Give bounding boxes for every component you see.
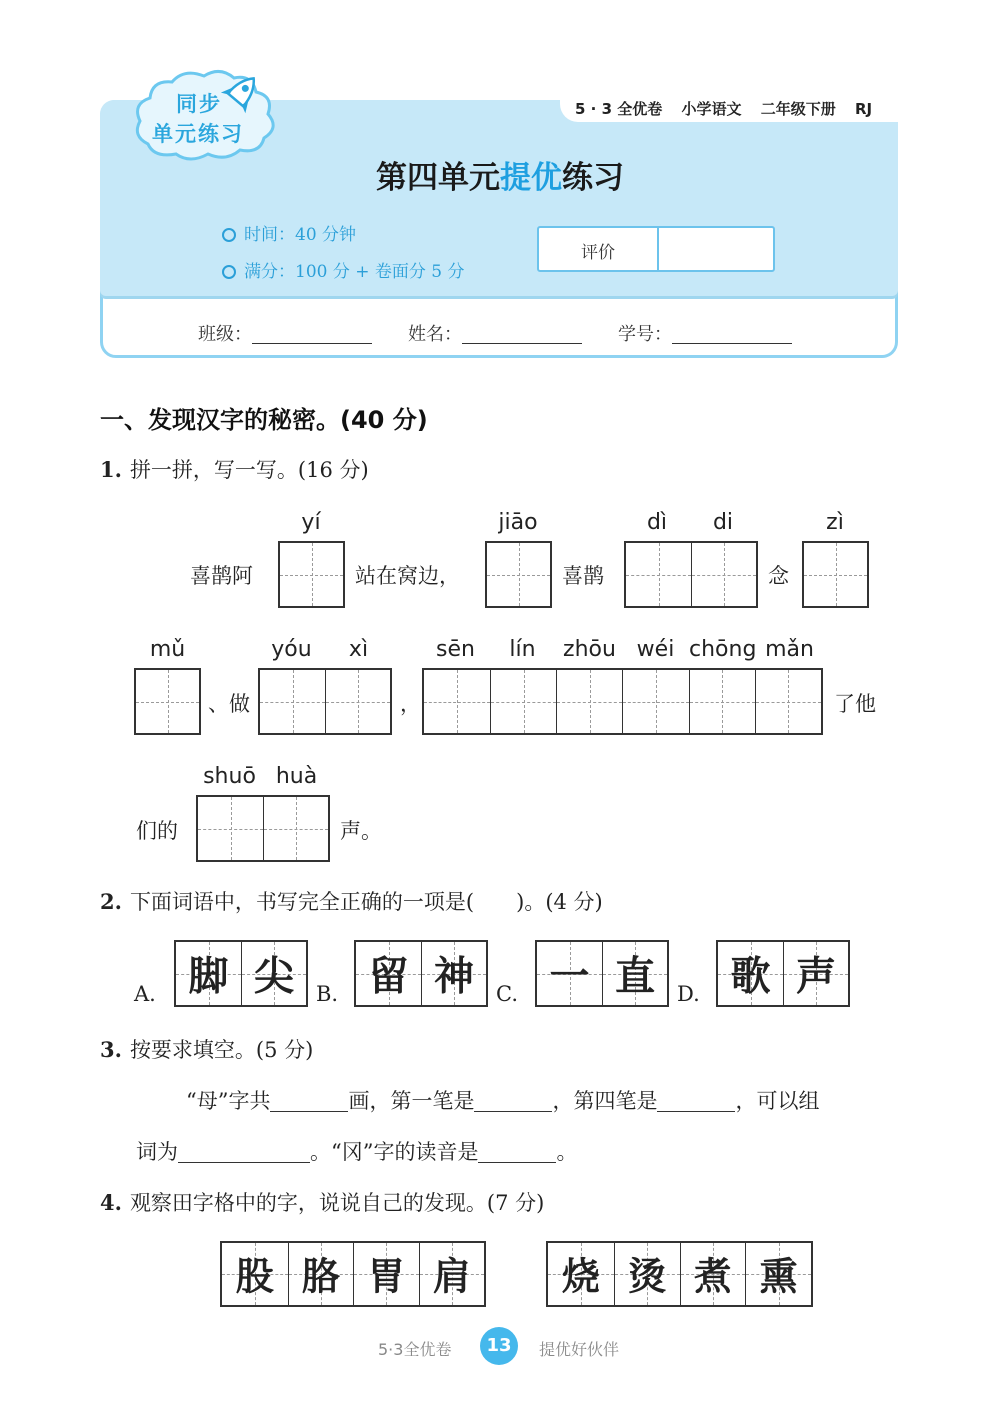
grid-char: 胃: [367, 1253, 406, 1299]
grid-cell[interactable]: [263, 797, 328, 860]
blank-strokes[interactable]: [270, 1091, 348, 1112]
sentence-text: 站在窝边，: [355, 564, 460, 588]
title-suffix: 练习: [562, 160, 624, 196]
title-highlight: 提优: [500, 160, 562, 196]
option-c-grid[interactable]: [535, 940, 669, 1007]
answer-grid[interactable]: [802, 541, 869, 608]
check-circle-icon: [222, 265, 236, 279]
series-info: [575, 98, 905, 119]
evaluation-divider: [657, 228, 659, 270]
grid-cell[interactable]: [260, 670, 325, 733]
pinyin: huà: [275, 764, 318, 789]
grid-cell: [222, 1243, 288, 1305]
pinyin: yí: [301, 510, 321, 535]
grid-cell[interactable]: [198, 797, 263, 860]
q3-text-part: 。: [556, 1140, 578, 1164]
answer-grid[interactable]: [134, 668, 201, 735]
grid-cell[interactable]: [424, 670, 490, 733]
grid-char: 歌: [730, 951, 771, 999]
sentence-text: 喜鹊: [562, 564, 604, 588]
sentence-text: 声。: [340, 819, 382, 843]
sentence-text: 们的: [136, 819, 178, 843]
q3-text-part: ，可以组: [735, 1089, 820, 1113]
title-prefix: 第四单元: [376, 160, 500, 196]
grade: 二年级下册: [760, 100, 836, 118]
q1-number: 1.: [100, 457, 122, 482]
sentence-text: 念: [768, 564, 789, 588]
answer-grid[interactable]: [196, 795, 330, 862]
grid-char: 脚: [188, 951, 229, 999]
grid-cell[interactable]: [622, 670, 688, 733]
option-a-grid[interactable]: [174, 940, 308, 1007]
grid-char: 肩: [432, 1253, 471, 1299]
page-title: [0, 152, 1000, 197]
answer-grid[interactable]: [485, 541, 552, 608]
evaluation-label: 评价: [581, 243, 615, 263]
option-letter: A.: [134, 982, 156, 1006]
pinyin: dì: [646, 510, 668, 535]
question-4: [100, 1187, 544, 1217]
grid-cell: [602, 942, 667, 1005]
grid-char: 烫: [628, 1253, 667, 1299]
grid-cell: [356, 942, 421, 1005]
grid-char: 股: [235, 1253, 274, 1299]
pinyin: sēn: [436, 637, 475, 662]
grid-char: 胳: [301, 1253, 340, 1299]
sentence-text: ，: [400, 692, 421, 716]
pinyin: lín: [509, 637, 536, 662]
question-3: [100, 1034, 313, 1064]
q3-text: 按要求填空。(5 分): [129, 1038, 314, 1062]
q3-text-part: 词为: [136, 1140, 178, 1164]
q3-text-part: ，第四笔是: [552, 1089, 658, 1113]
q2-text: 下面词语中，书写完全正确的一项是( )。(4 分): [129, 890, 603, 914]
grid-cell[interactable]: [487, 543, 550, 606]
grid-cell[interactable]: [691, 543, 756, 606]
question-2: [100, 886, 603, 916]
class-field: [198, 320, 372, 346]
id-label: 学号：: [618, 324, 672, 345]
grid-char: 留: [368, 951, 409, 999]
grid-cell: [745, 1243, 811, 1305]
pinyin: di: [712, 510, 734, 535]
grid-cell: [537, 942, 602, 1005]
footer-slogan: 提优好伙伴: [539, 1340, 620, 1359]
option-d-grid[interactable]: [716, 940, 850, 1007]
q1-text: 拼一拼，写一写。(16 分): [129, 458, 369, 482]
grid-cell: [421, 942, 486, 1005]
grid-char: 熏: [759, 1253, 798, 1299]
answer-grid[interactable]: [278, 541, 345, 608]
blank-pronunciation[interactable]: [478, 1142, 556, 1163]
grid-cell[interactable]: [280, 543, 343, 606]
edition: RJ: [854, 100, 873, 118]
answer-grid[interactable]: [422, 668, 823, 735]
class-label: 班级：: [198, 324, 252, 345]
pinyin: chōng: [689, 637, 757, 662]
q3-line-1: [186, 1085, 819, 1115]
grid-cell: [241, 942, 306, 1005]
name-label: 姓名：: [408, 324, 462, 345]
answer-grid[interactable]: [624, 541, 758, 608]
sentence-text: 、做: [208, 692, 250, 716]
q3-number: 3.: [100, 1037, 122, 1062]
pinyin: wéi: [636, 637, 675, 662]
badge-line-2: 单元练习: [152, 122, 244, 146]
evaluation-box: [537, 226, 775, 272]
section-title: 一、发现汉字的秘密。(40 分): [100, 406, 428, 434]
pinyin: zì: [826, 510, 844, 535]
pinyin: mǔ: [149, 637, 186, 662]
q4-text: 观察田字格中的字，说说自己的发现。(7 分): [129, 1191, 545, 1215]
grid-cell[interactable]: [755, 670, 821, 733]
footer-series: 5·3全优卷: [378, 1340, 452, 1359]
class-input[interactable]: [252, 323, 372, 344]
pinyin: xì: [348, 637, 369, 662]
score-text: 满分：100 分 + 卷面分 5 分: [244, 262, 465, 282]
grid-cell: [548, 1243, 614, 1305]
q3-text-part: 。“冈”字的读音是: [310, 1140, 479, 1164]
grid-cell: [419, 1243, 485, 1305]
page-number: 13: [480, 1327, 518, 1365]
q3-text-part: 画，第一笔是: [348, 1089, 475, 1113]
grid-char: 直: [615, 951, 655, 999]
grid-cell[interactable]: [626, 543, 691, 606]
grid-cell[interactable]: [136, 670, 199, 733]
grid-char: 神: [434, 951, 474, 999]
grid-cell[interactable]: [804, 543, 867, 606]
subject: 小学语文: [681, 100, 742, 118]
grid-cell: [288, 1243, 354, 1305]
grid-cell[interactable]: [490, 670, 556, 733]
pinyin: mǎn: [765, 637, 814, 662]
grid-cell: [718, 942, 783, 1005]
option-letter: D.: [677, 982, 700, 1006]
option-letter: B.: [316, 982, 339, 1006]
option-letter: C.: [496, 982, 518, 1006]
id-input[interactable]: [672, 323, 792, 344]
clock-icon: [222, 228, 236, 242]
pinyin: jiāo: [498, 510, 538, 535]
grid-cell[interactable]: [556, 670, 622, 733]
time-info: [222, 220, 356, 245]
answer-grid[interactable]: [258, 668, 392, 735]
grid-cell[interactable]: [689, 670, 755, 733]
grid-cell: [353, 1243, 419, 1305]
option-b-grid[interactable]: [354, 940, 488, 1007]
id-field: [618, 320, 792, 346]
q3-line-2: [136, 1136, 577, 1166]
question-1: [100, 454, 369, 484]
char-group-2-grid: [546, 1241, 813, 1307]
score-info: [222, 257, 465, 282]
q3-text-part: “母”字共: [186, 1089, 271, 1113]
series-name: 5 · 3 全优卷: [575, 100, 663, 118]
sentence-text: 喜鹊阿: [190, 564, 253, 588]
sentence-text: 了他: [834, 692, 876, 716]
blank-first-stroke[interactable]: [474, 1091, 552, 1112]
name-field: [408, 320, 582, 346]
badge-line-1: 同步: [176, 92, 222, 116]
char-group-1-grid: [220, 1241, 486, 1307]
blank-fourth-stroke[interactable]: [657, 1091, 735, 1112]
time-text: 时间：40 分钟: [244, 225, 357, 245]
grid-char: 煮: [693, 1253, 732, 1299]
blank-word[interactable]: [178, 1142, 310, 1163]
q2-number: 2.: [100, 889, 122, 914]
name-input[interactable]: [462, 323, 582, 344]
grid-char: 烧: [561, 1253, 600, 1299]
q4-number: 4.: [100, 1190, 122, 1215]
grid-cell: [614, 1243, 680, 1305]
grid-cell: [783, 942, 848, 1005]
grid-char: 声: [796, 951, 836, 999]
grid-cell: [176, 942, 241, 1005]
grid-cell: [680, 1243, 746, 1305]
grid-cell[interactable]: [325, 670, 390, 733]
pinyin: yóu: [271, 637, 312, 662]
grid-char: 一: [549, 951, 590, 999]
pinyin: zhōu: [563, 637, 616, 662]
grid-char: 尖: [254, 951, 294, 999]
pinyin: shuō: [203, 764, 256, 789]
